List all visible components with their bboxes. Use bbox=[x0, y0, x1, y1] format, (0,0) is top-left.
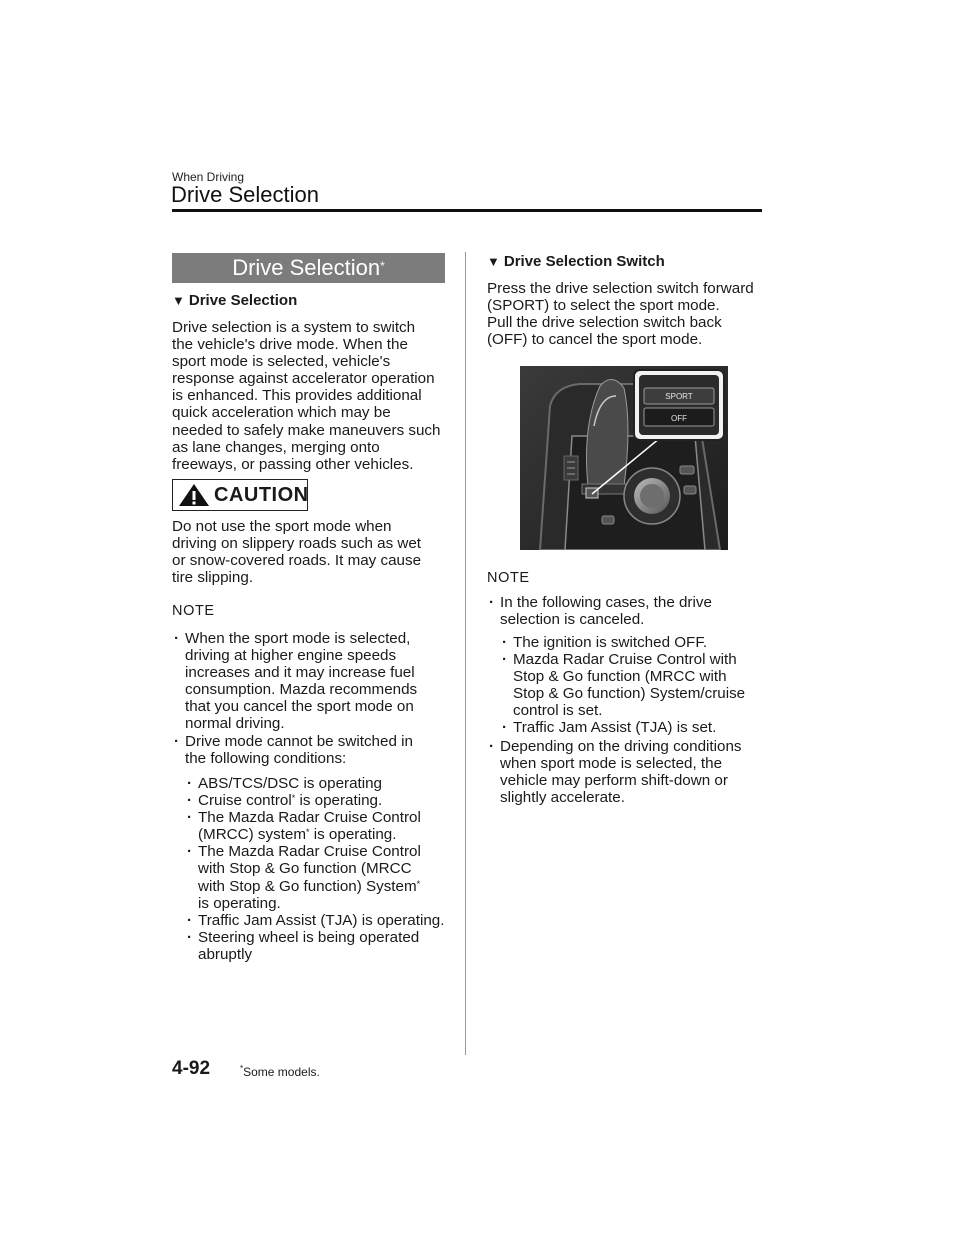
list-item bbox=[185, 912, 455, 929]
caution-line: tire slipping. bbox=[172, 569, 254, 587]
right-note-label: NOTE bbox=[487, 570, 530, 586]
caution-text bbox=[172, 518, 452, 586]
condition-text: is operating. bbox=[295, 792, 383, 810]
list-item bbox=[500, 651, 780, 719]
triangle-down-icon: ▼ bbox=[172, 293, 185, 308]
condition-text: · Steering wheel is being operated bbox=[198, 928, 420, 946]
intro-line: as lane changes, merging onto bbox=[172, 438, 380, 456]
note-line: consumption. Mazda recommends bbox=[185, 681, 418, 699]
drive-selection-switch-image bbox=[520, 366, 728, 550]
note-line: normal driving. bbox=[185, 715, 285, 733]
chapter-title: Drive Selection bbox=[171, 182, 319, 207]
note-line: slightly accelerate. bbox=[500, 789, 625, 807]
condition-text: with Stop & Go function (MRCC bbox=[198, 860, 412, 878]
footnote-text: Some models. bbox=[243, 1065, 320, 1079]
left-heading bbox=[172, 292, 452, 309]
note-line: driving at higher engine speeds bbox=[185, 647, 397, 665]
list-item bbox=[185, 792, 455, 809]
list-item bbox=[487, 738, 777, 806]
note-line: · In the following cases, the drive bbox=[500, 594, 712, 611]
note-line: selection is canceled. bbox=[500, 611, 645, 629]
column-divider bbox=[465, 252, 466, 1055]
list-item bbox=[185, 843, 455, 911]
page-number: 4-92 bbox=[172, 1058, 211, 1079]
condition-text: ABS/TCS/DSC is operating bbox=[198, 775, 383, 792]
warning-triangle-icon bbox=[178, 483, 210, 507]
case-text: Stop & Go function) System/cruise bbox=[513, 685, 746, 703]
body-line: Pull the drive selection switch back bbox=[487, 314, 722, 332]
note-line: · When the sport mode is selected, bbox=[185, 630, 411, 647]
caution-line: Do not use the sport mode when bbox=[172, 518, 392, 535]
caution-line: or snow-covered roads. It may cause bbox=[172, 552, 422, 570]
off-label: OFF bbox=[671, 414, 687, 423]
footnote-mark: * bbox=[240, 1064, 244, 1073]
caution-box bbox=[172, 479, 308, 511]
left-note-label: NOTE bbox=[172, 603, 215, 619]
condition-text: · The Mazda Radar Cruise Control bbox=[198, 809, 421, 827]
right-body bbox=[487, 280, 777, 348]
right-heading-text: Drive Selection Switch bbox=[503, 253, 665, 270]
list-item bbox=[172, 733, 452, 767]
cases-list bbox=[500, 634, 780, 737]
list-item bbox=[185, 775, 455, 792]
condition-text: (MRCC) system bbox=[198, 826, 306, 844]
case-text: Traffic Jam Assist (TJA) is set. bbox=[513, 719, 717, 737]
body-line: (OFF) to cancel the sport mode. bbox=[487, 331, 703, 349]
conditions-list bbox=[185, 775, 455, 963]
intro-line: response against accelerator operation bbox=[172, 370, 435, 388]
footnote bbox=[240, 1064, 320, 1079]
list-item bbox=[500, 634, 780, 651]
caution-label: CAUTION bbox=[214, 484, 309, 506]
note-line: when sport mode is selected, the bbox=[500, 755, 723, 773]
note-line: · Drive mode cannot be switched in bbox=[185, 732, 413, 750]
asterisk: * bbox=[291, 793, 296, 804]
list-item bbox=[185, 809, 455, 843]
condition-text: with Stop & Go function) System bbox=[198, 877, 417, 895]
caution-line: driving on slippery roads such as wet bbox=[172, 535, 422, 553]
condition-text: is operating. bbox=[309, 826, 397, 844]
body-line: (SPORT) to select the sport mode. bbox=[487, 297, 720, 315]
right-note-list-2 bbox=[487, 738, 777, 806]
intro-line: needed to safely make maneuvers such bbox=[172, 421, 441, 439]
asterisk: * bbox=[416, 878, 421, 889]
left-note-list bbox=[172, 630, 452, 767]
body-line: Press the drive selection switch forward bbox=[487, 280, 754, 297]
left-intro bbox=[172, 319, 452, 473]
intro-line: Drive selection is a system to switch bbox=[172, 319, 416, 336]
triangle-down-icon: ▼ bbox=[487, 254, 500, 269]
right-note-list bbox=[487, 594, 777, 628]
list-item bbox=[172, 630, 452, 733]
right-heading bbox=[487, 253, 767, 270]
intro-line: sport mode is selected, vehicle's bbox=[172, 353, 391, 371]
section-asterisk: * bbox=[380, 259, 385, 273]
intro-line: the vehicle's drive mode. When the bbox=[172, 336, 408, 354]
case-text: The ignition is switched OFF. bbox=[513, 634, 708, 651]
note-line: the following conditions: bbox=[185, 749, 347, 767]
left-heading-text: Drive Selection bbox=[188, 292, 298, 309]
case-text: Stop & Go function (MRCC with bbox=[513, 668, 727, 686]
breadcrumb: When Driving bbox=[172, 170, 245, 184]
header-rule bbox=[172, 209, 762, 212]
condition-text: Traffic Jam Assist (TJA) is operating. bbox=[198, 911, 445, 929]
intro-line: quick acceleration which may be bbox=[172, 404, 391, 422]
intro-line: freeways, or passing other vehicles. bbox=[172, 455, 414, 473]
note-line: that you cancel the sport mode on bbox=[185, 698, 414, 716]
note-line: vehicle may perform shift-down or bbox=[500, 772, 728, 790]
list-item bbox=[487, 594, 777, 628]
sport-label: SPORT bbox=[665, 392, 693, 401]
list-item bbox=[500, 719, 780, 736]
note-line: · Depending on the driving conditions bbox=[500, 738, 742, 755]
note-line: increases and it may increase fuel bbox=[185, 664, 415, 682]
section-banner bbox=[172, 253, 445, 283]
intro-line: is enhanced. This provides additional bbox=[172, 387, 422, 405]
condition-text: · The Mazda Radar Cruise Control bbox=[198, 843, 421, 861]
condition-text: is operating. bbox=[198, 894, 281, 912]
condition-text: abruptly bbox=[198, 945, 253, 963]
asterisk: * bbox=[306, 827, 310, 838]
condition-text: Cruise control bbox=[198, 792, 292, 810]
case-text: · Mazda Radar Cruise Control with bbox=[513, 651, 737, 669]
case-text: control is set. bbox=[513, 702, 603, 720]
section-title: Drive Selection bbox=[232, 255, 381, 280]
list-item bbox=[185, 929, 455, 963]
